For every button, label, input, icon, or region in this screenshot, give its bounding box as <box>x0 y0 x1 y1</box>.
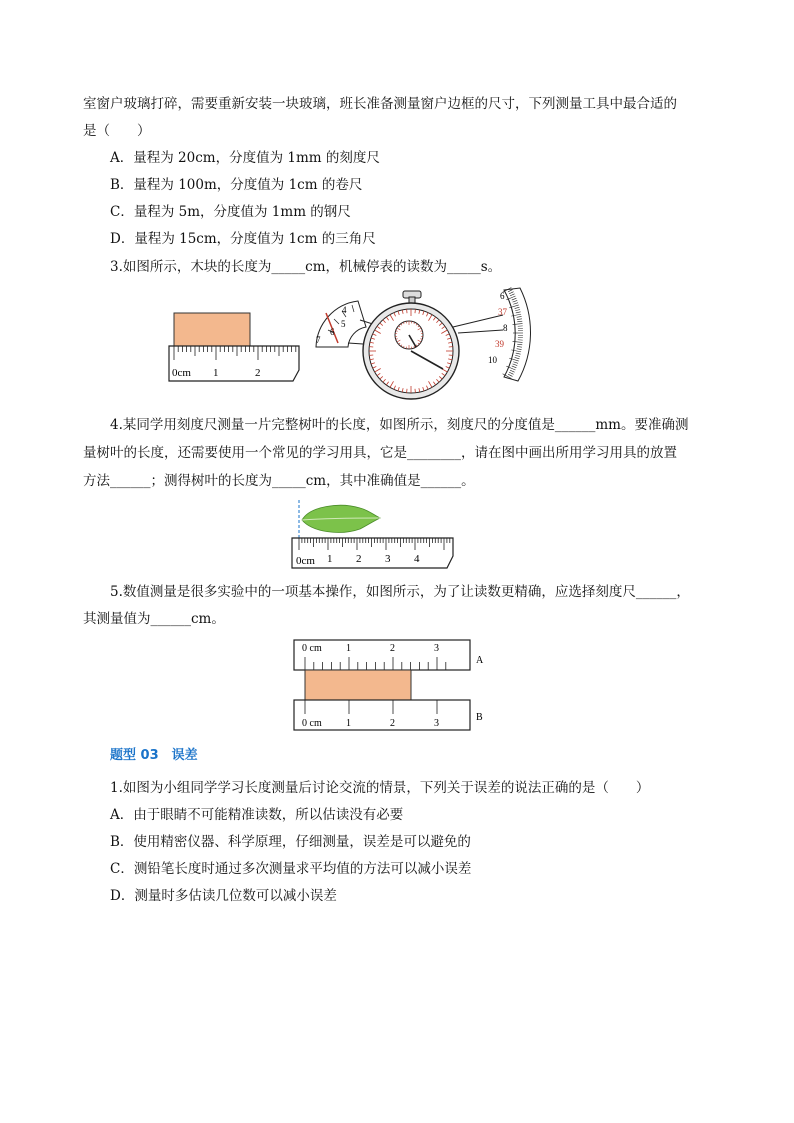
e1-option-c: C．测铅笔长度时通过多次测量求平均值的方法可以减小误差 <box>110 861 472 877</box>
dial-label-7: 7 <box>316 335 321 345</box>
q3-stem: 3.如图所示，木块的长度为_____cm，机械停表的读数为_____s。 <box>110 259 502 275</box>
q3-ruler-label-1: 1 <box>213 367 219 379</box>
ruler-a-label-2: 2 <box>390 643 395 654</box>
ruler-a-label-0: 0 cm <box>302 643 322 654</box>
ruler-b-label-1: 1 <box>346 718 351 729</box>
q4-ruler-label-4: 4 <box>414 553 420 565</box>
scale-label-37: 37 <box>498 307 507 317</box>
ruler-b-label-3: 3 <box>434 718 439 729</box>
q5-block <box>305 670 411 700</box>
scale-label-39: 39 <box>495 339 504 349</box>
ruler-a-label-1: 1 <box>346 643 351 654</box>
e1-option-b: B．使用精密仪器、科学原理，仔细测量，误差是可以避免的 <box>110 834 471 850</box>
q4-ruler-label-1: 1 <box>327 553 333 565</box>
q4-stem-line2: 量树叶的长度，还需要使用一个常见的学习用具，它是________，请在图中画出所用学习用具的放置 <box>83 445 677 461</box>
q3-ruler-label-2: 2 <box>255 367 261 379</box>
ruler-b-name: B <box>476 712 483 723</box>
q2-stem-line1: 室窗户玻璃打碎，需要重新安装一块玻璃，班长准备测量窗户边框的尺寸，下列测量工具中最合适的 <box>83 96 677 112</box>
q2-option-c: C．量程为 5m，分度值为 1mm 的钢尺 <box>110 204 351 220</box>
q2-option-d: D．量程为 15cm，分度值为 1cm 的三角尺 <box>110 231 376 247</box>
q4-leaf-ruler-figure <box>290 498 455 573</box>
ruler-b-label-0: 0 cm <box>302 718 322 729</box>
q2-stem-line2: 是（ ） <box>83 123 151 139</box>
q4-ruler-label-0: 0cm <box>296 555 315 567</box>
ruler-b-label-2: 2 <box>390 718 395 729</box>
e1-option-a: A．由于眼睛不可能精准读数，所以估读没有必要 <box>110 807 404 823</box>
ruler-a-label-3: 3 <box>434 643 439 654</box>
dial-label-4: 4 <box>342 305 347 315</box>
dial-label-5: 5 <box>341 319 346 329</box>
stopwatch-figure <box>308 285 538 400</box>
q4-stem-line1: 4.某同学用刻度尺测量一片完整树叶的长度，如图所示，刻度尺的分度值是______mm。要准确测 <box>110 417 689 433</box>
scale-label-6: 6 <box>500 291 505 301</box>
section-heading: 题型 03 误差 <box>110 748 198 763</box>
q4-stem-line3: 方法______；测得树叶的长度为_____cm，其中准确值是______。 <box>83 473 475 489</box>
q5-stem-line2: 其测量值为______cm。 <box>83 611 225 627</box>
scale-label-10: 10 <box>488 355 497 365</box>
wooden-block <box>174 313 250 347</box>
q2-option-b: B．量程为 100m，分度值为 1cm 的卷尺 <box>110 177 363 193</box>
scale-label-8: 8 <box>503 323 508 333</box>
e1-option-d: D．测量时多估读几位数可以减小误差 <box>110 888 337 904</box>
q4-ruler-label-2: 2 <box>356 553 362 565</box>
q3-ruler-label-0: 0cm <box>172 367 191 379</box>
dial-label-6: 6 <box>330 327 335 337</box>
q5-stem-line1: 5.数值测量是很多实验中的一项基本操作，如图所示，为了让读数更精确，应选择刻度尺______， <box>110 584 690 600</box>
q4-ruler-label-3: 3 <box>385 553 391 565</box>
q5-rulers-figure <box>292 638 492 733</box>
ruler-a-name: A <box>476 655 484 666</box>
q3-ruler-figure <box>165 310 305 385</box>
e1-stem: 1.如图为小组同学学习长度测量后讨论交流的情景，下列关于误差的说法正确的是（ ） <box>110 780 650 796</box>
q2-option-a: A．量程为 20cm，分度值为 1mm 的刻度尺 <box>110 150 380 166</box>
